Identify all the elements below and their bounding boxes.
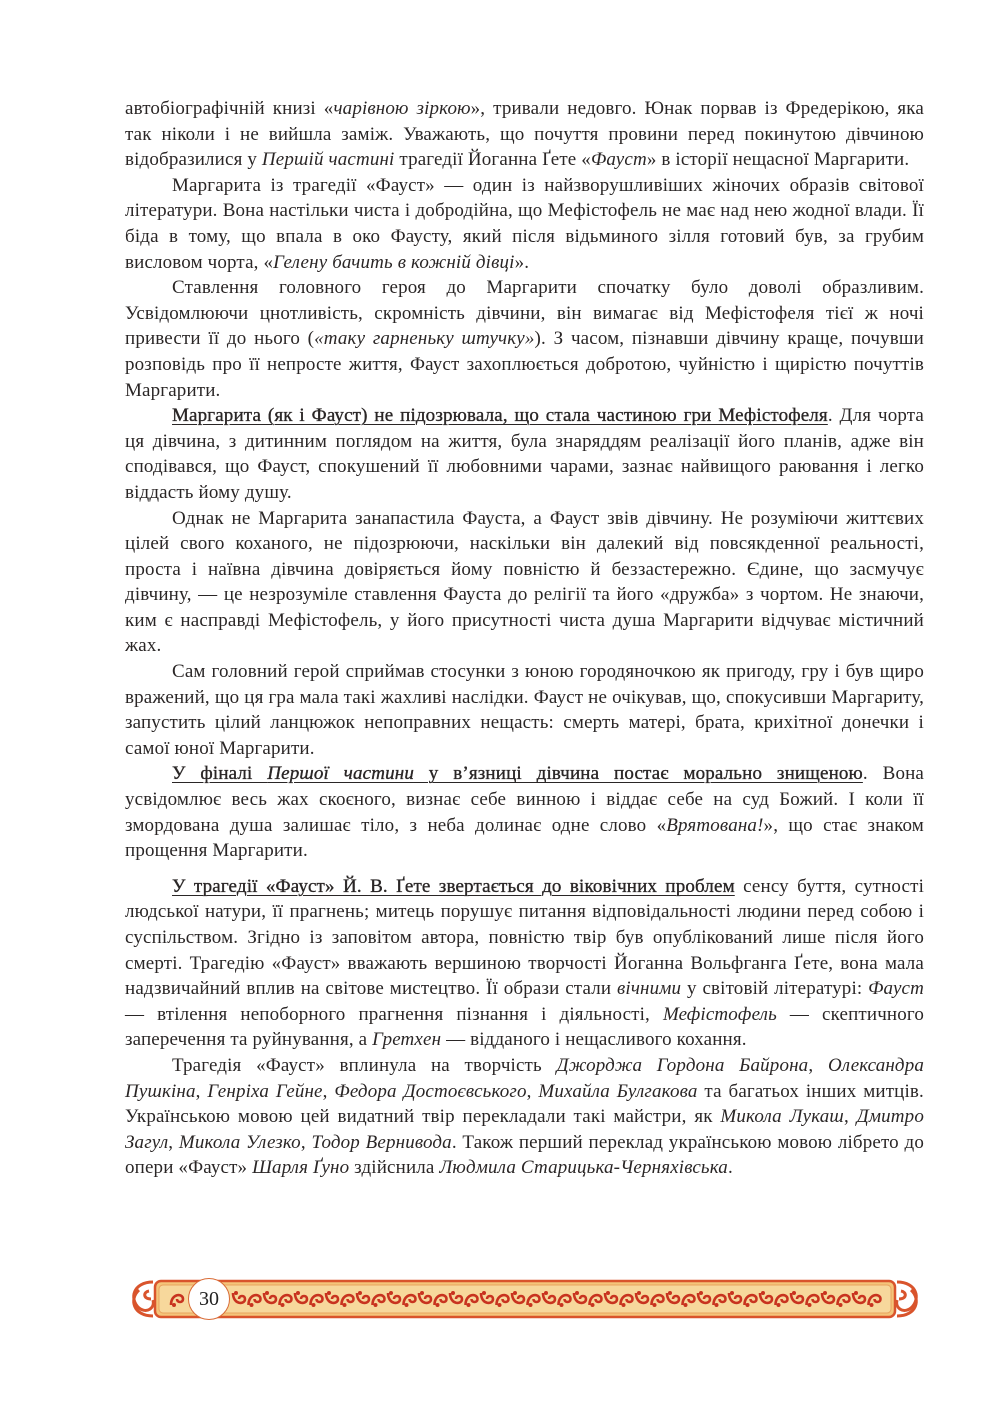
text-run: » в історії нещасної Маргарити. <box>646 149 910 171</box>
paragraph-p2 <box>125 173 924 275</box>
text-run: трагедії Йоганна Ґете « <box>394 149 591 171</box>
ornament-band-graphic <box>125 1272 925 1326</box>
paragraph-p4 <box>125 403 924 505</box>
page-footer-ornament <box>125 1272 925 1326</box>
paragraph-p5 <box>125 506 924 660</box>
text-run: сенсу буття, сутності людської натури, її прагнень; митець порушує питання відповідальності людини перед собою і суспільством. Згідно із заповітом автора, повністю твір був опублікований лише після його смерті. Трагедію «Фауст» вважають вершиною творчості Йоганна Вольфганга Ґете, вона мала надзвичайний вплив на світове мистецтво. Її образи стали <box>125 875 924 1000</box>
italic-text: Олександра Пушкіна <box>125 1054 924 1102</box>
text-run: , <box>300 1131 312 1153</box>
italic-text: Микола Лукаш <box>720 1106 844 1128</box>
text-run: . Для чорта ця дівчина, з дитинним поглядом на життя, була знаряддям реалізації його планів, адже він сподівався, що Фауст, спокушений її любовними чарами, зазнає найвищого раювання і легко віддасть йому душу. <box>125 405 925 503</box>
text-run: . <box>727 1157 733 1179</box>
text-run: , <box>808 1054 828 1076</box>
underlined-key-statement: Маргарита (як і Фауст) не підозрювала, що стала частиною гри Мефістофеля <box>172 405 828 427</box>
text-run: », що стає знаком прощення Маргарити. <box>125 814 924 862</box>
paragraph-p7 <box>125 761 924 863</box>
underlined-key-statement: У фіналі <box>172 763 268 785</box>
italic-text: Генріха Гейне <box>207 1080 323 1102</box>
italic-text: «таку гарненьку штучку» <box>314 328 535 350</box>
text-run: , <box>195 1080 208 1102</box>
text-run: — скептичного заперечення та руйнування, а <box>125 1003 924 1051</box>
text-run: ». <box>514 251 530 273</box>
text-run: », тривали недовго. Юнак порвав із Фредерікою, яка так ніколи і не вийшла заміж. Уважають, що почуття провини перед покинутою дівчиною відобразилися у <box>125 98 924 171</box>
text-run: , <box>843 1106 857 1128</box>
italic-text: Микола Улезко <box>178 1131 301 1153</box>
text-run: . Вона усвідомлює весь жах скоєного, визнає себе винною і віддає себе на суд Божий. І коли її змордована душа залишає тіло, з неба долинає одне слово « <box>125 763 924 836</box>
text-run: у світовій літературі: <box>681 978 869 1000</box>
italic-text: Джорджа Гордона Байрона <box>556 1054 809 1076</box>
italic-text: Шарля Ґуно <box>252 1157 350 1179</box>
italic-text: Людмила Старицька-Черняхівська <box>439 1157 728 1179</box>
paragraph-p9 <box>125 1053 924 1181</box>
italic-text: Тодор Вернивода <box>311 1131 452 1153</box>
text-run: ). З часом, пізнавши дівчину краще, почувши розповідь про її непросте життя, Фауст захоплюється добротою, чуйністю і щирістю почуттів Маргарити. <box>125 328 924 401</box>
italic-text: Гелену бачить в кожній дівці <box>273 251 515 273</box>
italic-text: чарівною зіркою <box>333 98 471 119</box>
text-run: — відданого і нещасливого кохання. <box>441 1029 747 1051</box>
left-scroll-ornament <box>134 1282 154 1316</box>
underlined-key-statement: у в’язниці дівчина постає морально знищеною <box>413 763 863 785</box>
italic-text: Мефістофель <box>662 1003 777 1025</box>
right-scroll-ornament <box>897 1282 917 1316</box>
text-run: Ставлення головного героя до Маргарити спочатку було доволі образливим. Усвідомлюючи цнотливість, скромність дівчини, він вимагає від Мефістофеля тієї ж ночі привести її до нього ( <box>125 277 924 350</box>
italic-text: Фауст <box>868 978 924 1000</box>
italic-text: Дмитро Загул <box>125 1106 924 1153</box>
italic-text: вічними <box>617 978 682 1000</box>
text-run: Трагедія «Фауст» вплинула на творчість <box>172 1054 557 1076</box>
text-run: Однак не Маргарита занапастила Фауста, а Фауст звів дівчину. Не розуміючи життєвих цілей свого коханого, не підозрюючи, наскільки він далекий від повсякденної реальності, проста і наївна дівчина довіряється йому повністю й беззастережно. Єдине, що засмучує дівчину, — це незрозуміле ставлення Фауста до релігії та його «дружба» з чортом. Не знаючи, ким є насправді Мефістофель, у його присутності чиста душа Маргарити відчуває містичний жах. <box>125 507 924 657</box>
underlined-italic-text: Першої частини <box>267 763 414 785</box>
text-run: Маргарита із трагедії «Фауст» — один із найзворушливіших жіночих образів світової літератури. Вона настільки чиста і добродійна, що Мефістофель не має над нею жодної влади. Її біда в тому, що впала в око Фаусту, який після відьминого зілля готовий був, за грубим висловом чорта, « <box>125 174 924 273</box>
paragraph-p8 <box>125 874 924 1053</box>
text-run: , <box>168 1131 179 1153</box>
body-text <box>125 96 924 1181</box>
text-run: — втілення непоборного прагнення пізнання і діяльності, <box>125 1003 663 1025</box>
text-run: , <box>322 1080 335 1102</box>
text-run: здійснила <box>349 1157 440 1179</box>
text-run: . Також перший переклад українською мовою лібрето до опери «Фауст» <box>125 1131 924 1179</box>
italic-text: Михайла Булгакова <box>538 1080 698 1102</box>
italic-text: Гретхен <box>372 1029 442 1051</box>
paragraph-p1 <box>125 96 924 173</box>
italic-text: Врятована! <box>666 814 764 836</box>
underlined-key-statement: У трагедії «Фауст» Й. В. Ґете звертається до віковічних проблем <box>172 875 735 897</box>
italic-text: Фауст <box>590 149 647 171</box>
text-run: автобіографічній книзі « <box>125 98 334 119</box>
text-run: та багатьох інших митців. Українською мовою цей видатний твір перекладали такі майстри, як <box>125 1080 924 1128</box>
paragraph-p3 <box>125 275 924 403</box>
page-number: 30 <box>188 1278 230 1320</box>
text-run: Сам головний герой сприймав стосунки з юною городяночкою як пригоду, гру і був щиро вражений, що ця гра мала такі жахливі наслідки. Фауст не очікував, що, спокусивши Маргариту, запустить цілий ланцюжок непоправних нещасть: смерть матері, брата, крихітної донечки і самої юної Маргарити. <box>125 661 924 759</box>
italic-text: Першій частині <box>261 149 395 171</box>
italic-text: Федора Достоєвського <box>334 1080 527 1102</box>
text-run: , <box>526 1080 539 1102</box>
paragraph-p6 <box>125 659 924 761</box>
